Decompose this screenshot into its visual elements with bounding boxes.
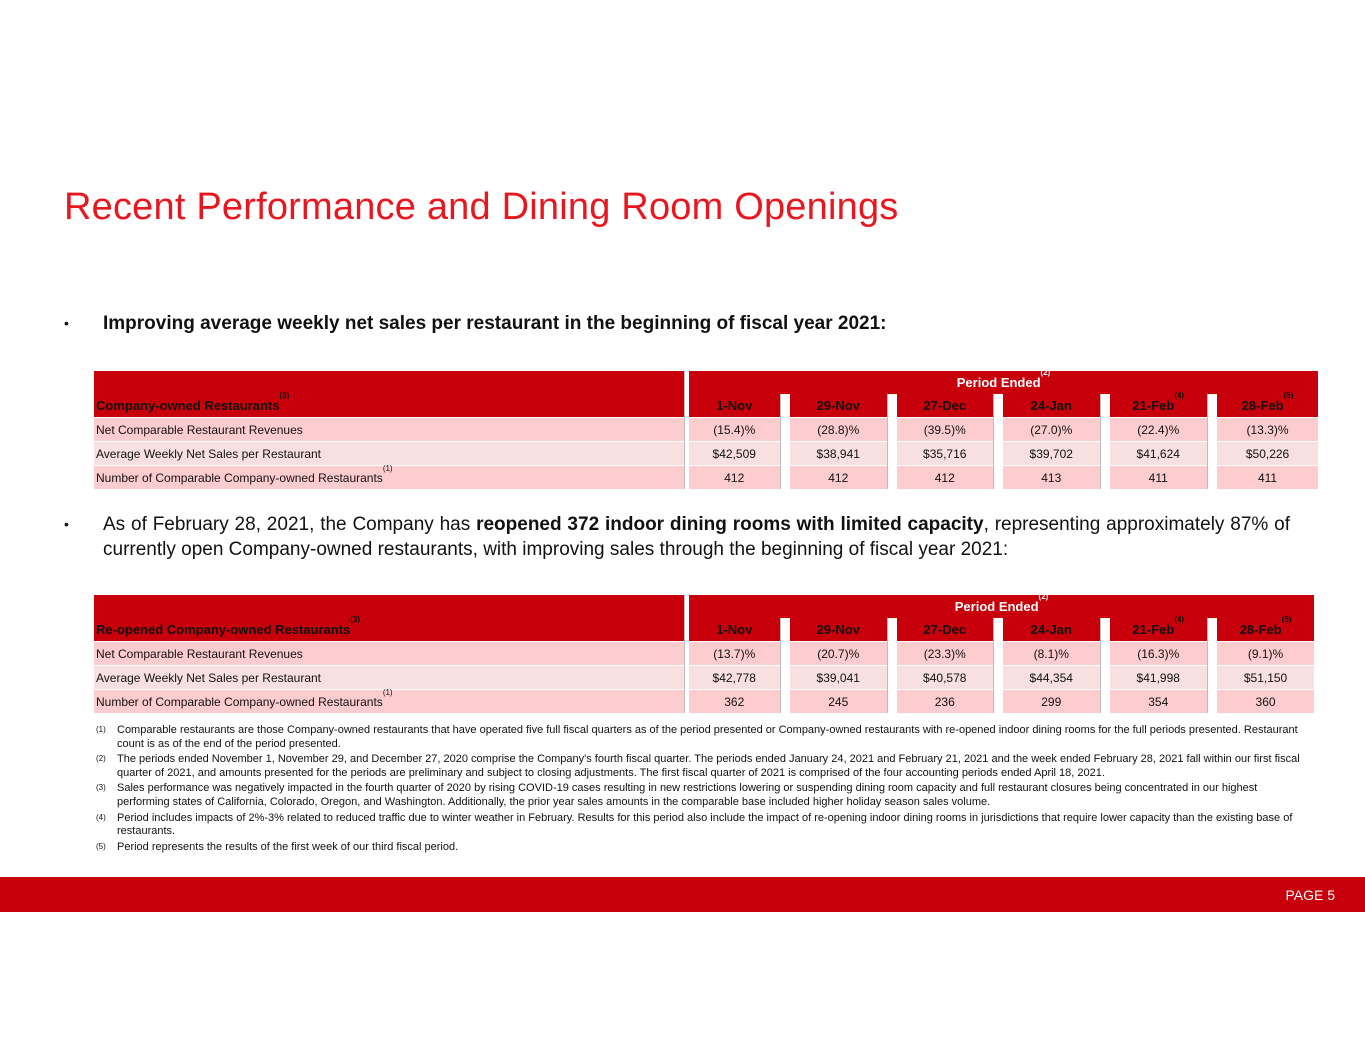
table-cell: (9.1)% (1217, 642, 1314, 666)
column-header: 29-Nov (790, 394, 887, 418)
column-header: 21-Feb$^{(4)}$ (1110, 394, 1207, 418)
table-cell: (23.3)% (897, 642, 993, 666)
column-header: 28-Feb$^{(5)}$ (1217, 618, 1314, 642)
table-row (94, 442, 1318, 466)
row-group-header: Company-owned Restaurants$^{(3)}$ (94, 394, 684, 418)
table-cell: 236 (897, 690, 993, 714)
table-row (94, 466, 1318, 490)
period-header-row (94, 371, 1318, 394)
row-label: Net Comparable Restaurant Revenues (94, 418, 684, 442)
table-cell: (13.7)% (689, 642, 780, 666)
table-cell: 412 (689, 466, 780, 490)
footnote: (4) Period includes impacts of 2%-3% related to reduced traffic due to winter weather in February. Results for this period also include the impact of re-opening indoor dining rooms in jurisdictions that require lower capacity than the existing base of restaurants. (96, 811, 1293, 838)
table-row (94, 642, 1314, 666)
table-cell: $44,354 (1003, 666, 1100, 690)
bullet-highlight: reopened 372 indoor dining rooms with limited capacity (476, 514, 984, 535)
column-header: 1-Nov (689, 394, 780, 418)
table-cell: (22.4)% (1110, 418, 1207, 442)
column-header: 29-Nov (790, 618, 887, 642)
table-cell: (39.5)% (897, 418, 993, 442)
table-cell: 299 (1003, 690, 1100, 714)
footnote: (1) Comparable restaurants are those Company-owned restaurants that have operated five full fiscal quarters as of the period presented or Company-owned restaurants with re-opened indoor dining rooms for the full periods presented. Restaurant count is as of the end of the period presented. (96, 724, 1298, 750)
row-label: Net Comparable Restaurant Revenues (94, 642, 684, 666)
footnotes (96, 724, 1301, 856)
footer-bar (0, 877, 1365, 912)
table-cell: (15.4)% (689, 418, 780, 442)
table-cell: 412 (897, 466, 993, 490)
page-number: PAGE 5 (1285, 887, 1335, 903)
table-row (94, 690, 1314, 714)
table-cell: (8.1)% (1003, 642, 1100, 666)
row-label: Number of Comparable Company-owned Restaurants$^{(1)}$ (94, 690, 684, 714)
table-cell: 360 (1217, 690, 1314, 714)
table-cell: 354 (1110, 690, 1207, 714)
table-cell: $41,998 (1110, 666, 1207, 690)
table-cell: 362 (689, 690, 780, 714)
table-cell: $39,041 (790, 666, 887, 690)
table-cell: $42,778 (689, 666, 780, 690)
company-owned-table (94, 368, 1318, 489)
column-header: 21-Feb$^{(4)}$ (1110, 618, 1207, 642)
footnote: (3) Sales performance was negatively impacted in the fourth quarter of 2020 by rising COVID-19 cases resulting in new restrictions lowering or suspending dining room capacity and full restaurant closures being concentrated in our highest performing states of California, Colorado, Oregon, and Washington. Additionally, the prior year sales amounts in the comparable base included higher holiday season sales volume. (96, 782, 1258, 808)
column-header: 24-Jan (1003, 394, 1100, 418)
table-row (94, 418, 1318, 442)
row-label: Number of Comparable Company-owned Restaurants$^{(1)}$ (94, 466, 684, 490)
table-cell: $51,150 (1217, 666, 1314, 690)
column-header-row (94, 394, 1318, 418)
bullet-marker: • (64, 315, 69, 331)
column-header: 27-Dec (897, 394, 993, 418)
table-cell: (16.3)% (1110, 642, 1207, 666)
row-label: Average Weekly Net Sales per Restaurant (94, 666, 684, 690)
column-header: 27-Dec (897, 618, 993, 642)
table-cell: $38,941 (790, 442, 887, 466)
period-ended-label: Period Ended$^{(2)}$ (689, 371, 1318, 394)
table-cell: $50,226 (1217, 442, 1318, 466)
table-row (94, 666, 1314, 690)
table-cell: $40,578 (897, 666, 993, 690)
row-label: Average Weekly Net Sales per Restaurant (94, 442, 684, 466)
table-cell: 411 (1217, 466, 1318, 490)
table-cell: (20.7)% (790, 642, 887, 666)
bullet-text: As of February 28, 2021, the Company has reopened 372 indoor dining rooms with limited capacity, representing approximately 87% of currently open Company-owned restaurants, with improving sales through the beginning of fiscal year 2021: (103, 514, 1290, 560)
bullet-marker: • (64, 516, 69, 532)
footnote: (5) Period represents the results of the first week of our third fiscal period. (96, 840, 459, 853)
period-header-row (94, 595, 1314, 618)
column-header-row (94, 618, 1314, 642)
table-cell: 412 (790, 466, 887, 490)
table-cell: $42,509 (689, 442, 780, 466)
table-cell: 413 (1003, 466, 1100, 490)
table-cell: (13.3)% (1217, 418, 1318, 442)
bullet-text: Improving average weekly net sales per restaurant in the beginning of fiscal year 2021: (103, 313, 887, 334)
column-header: 24-Jan (1003, 618, 1100, 642)
table-cell: (28.8)% (790, 418, 887, 442)
table-cell: 411 (1110, 466, 1207, 490)
reopened-restaurants-table (94, 592, 1314, 713)
footnote: (2) The periods ended November 1, November 29, and December 27, 2020 comprise the Company's fourth fiscal quarter. The periods ended January 24, 2021 and February 21, 2021 and the week ended February 28, 2021 fall within our first fiscal quarter of 2021, and amounts presented for the periods are preliminary and subject to closing adjustments. The first fiscal quarter of 2021 is comprised of the four accounting periods ended April 18, 2021. (96, 753, 1300, 779)
table-cell: $41,624 (1110, 442, 1207, 466)
column-header: 1-Nov (689, 618, 780, 642)
table-cell: (27.0)% (1003, 418, 1100, 442)
row-group-header: Re-opened Company-owned Restaurants$^{(3)}$ (94, 618, 684, 642)
period-ended-label: Period Ended$^{(2)}$ (689, 595, 1314, 618)
column-header: 28-Feb$^{(5)}$ (1217, 394, 1318, 418)
table-cell: $39,702 (1003, 442, 1100, 466)
table-cell: 245 (790, 690, 887, 714)
page-title: Recent Performance and Dining Room Openings (64, 186, 899, 228)
table-cell: $35,716 (897, 442, 993, 466)
